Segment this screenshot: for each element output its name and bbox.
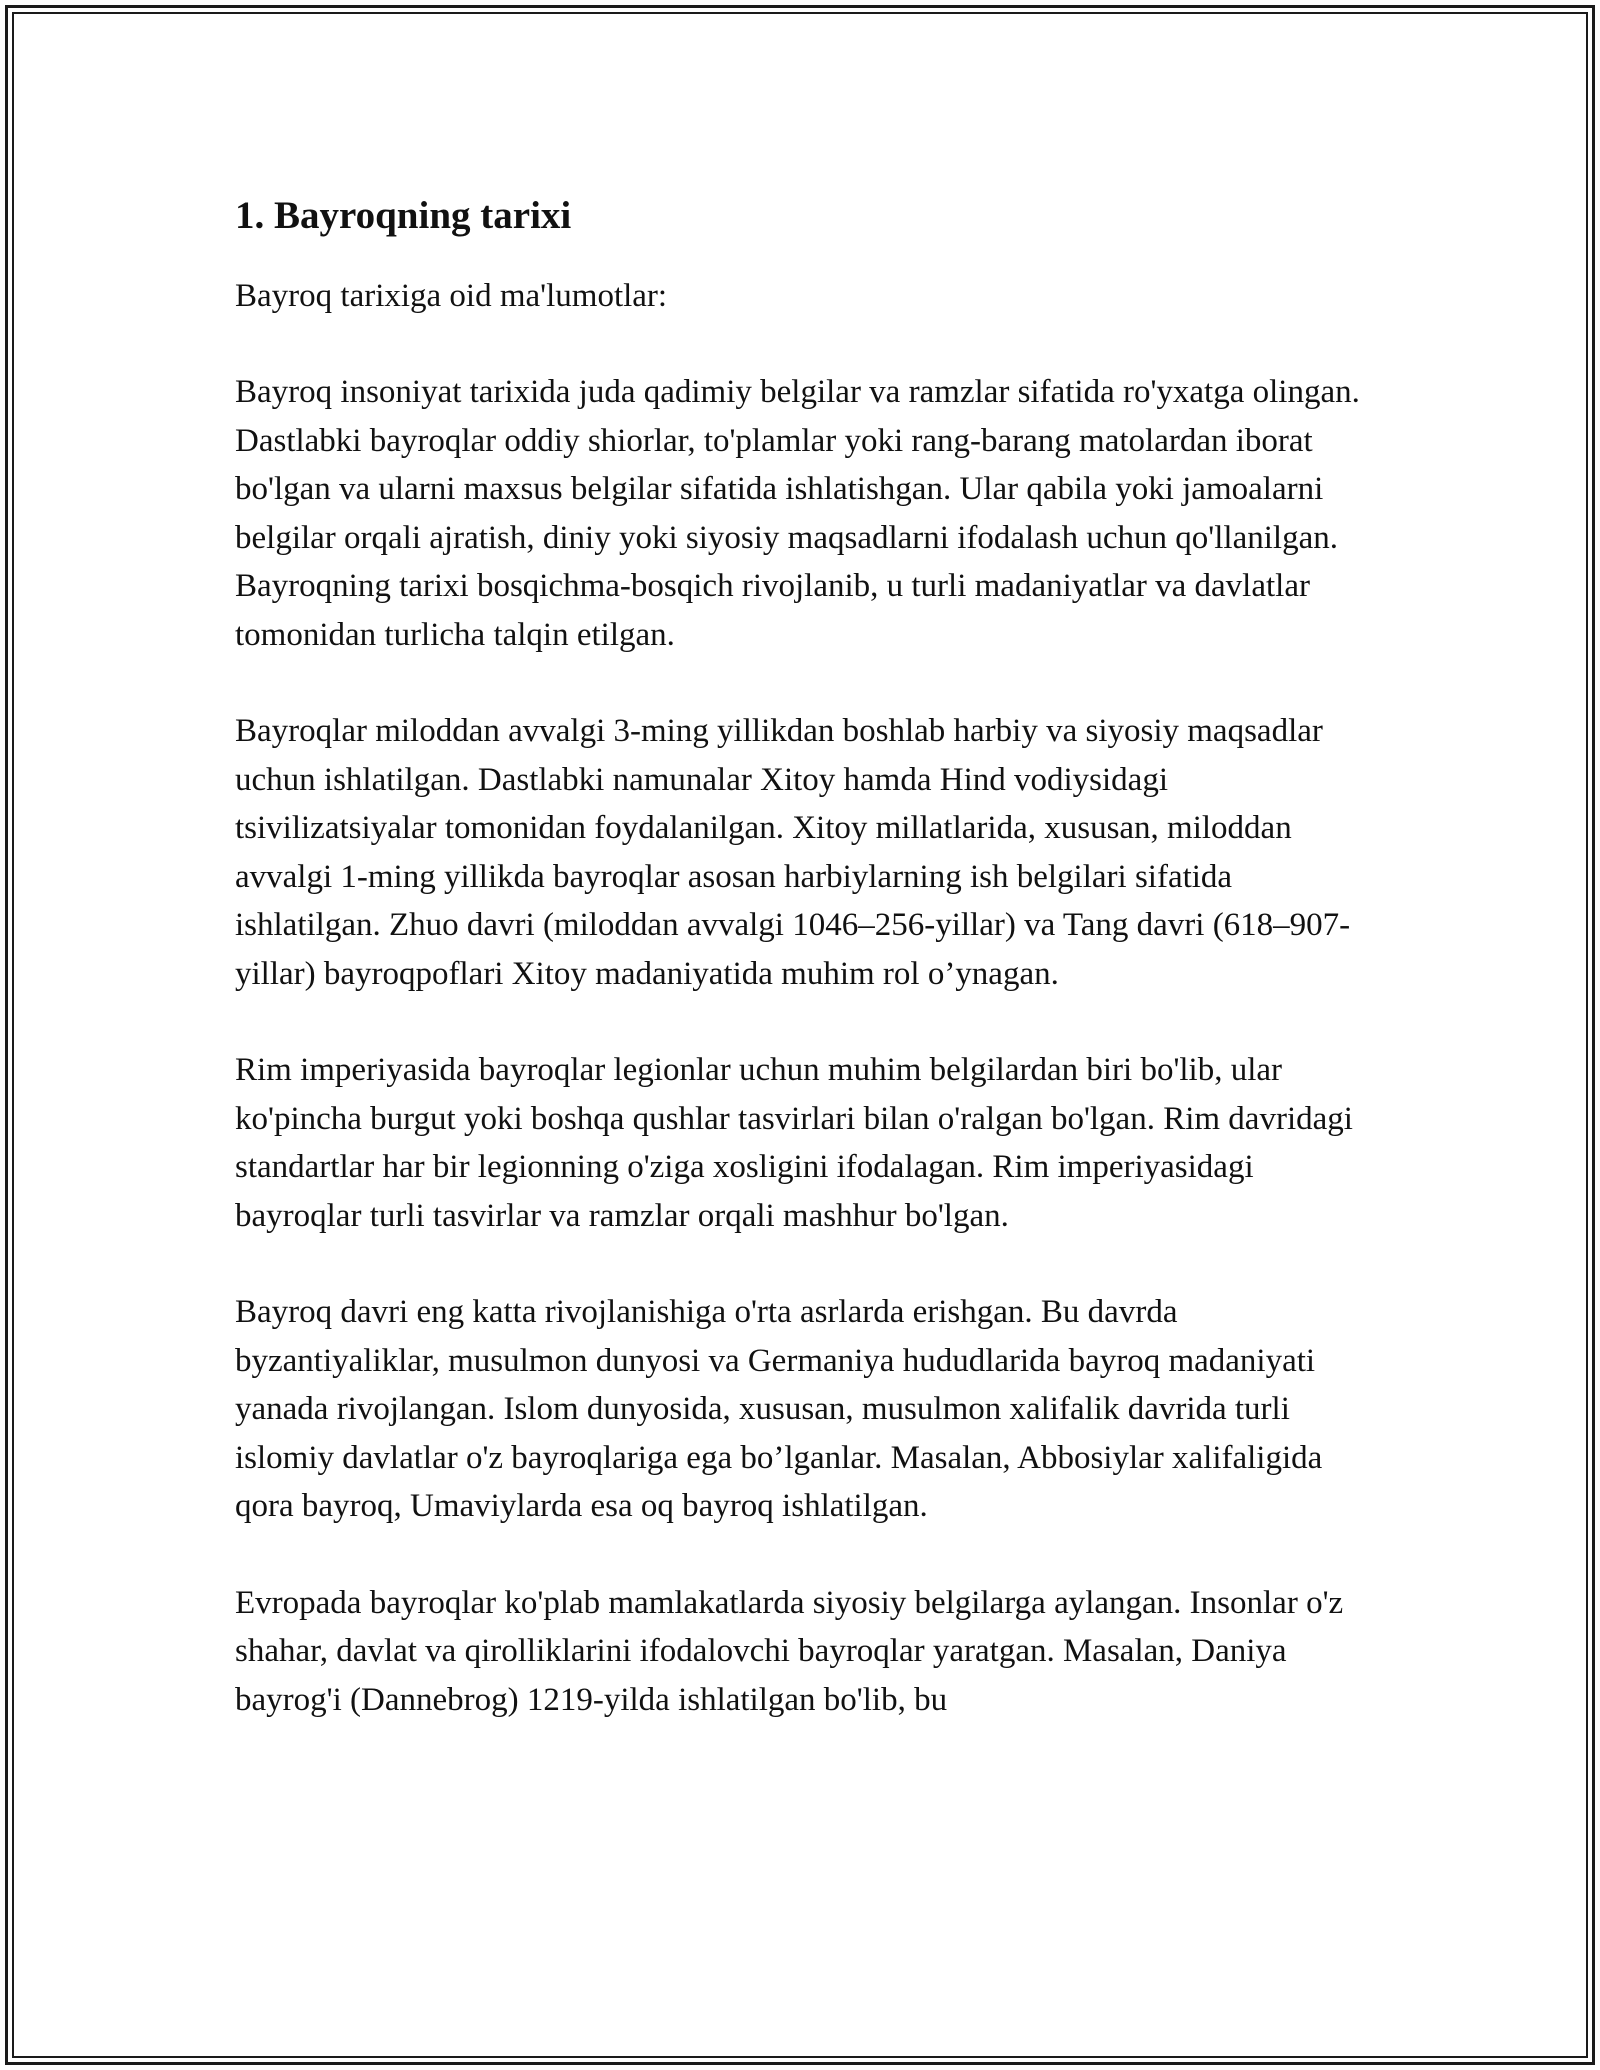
paragraph-4: Bayroq davri eng katta rivojlanishiga o'rta asrlarda erishgan. Bu davrda byzantiyaliklar, musulmon dunyosi va Germaniya hududlarida bayroq madaniyati yanada rivojlangan. Islom dunyosida, xususan, musulmon xalifalik davrida turli islomiy davlatlar o'z bayroqlariga ega bo’lganlar. Masalan, Abbosiylar xalifaligida qora bayroq, Umaviylarda esa oq bayroq ishlatilgan. [235, 1294, 1323, 1524]
intro-line: Bayroq tarixiga oid ma'lumotlar: [235, 278, 668, 314]
paragraph-2: Bayroqlar miloddan avvalgi 3-ming yillikdan boshlab harbiy va siyosiy maqsadlar uchun ishlatilgan. Dastlabki namunalar Xitoy hamda Hind vodiysidagi tsivilizatsiyalar tomonidan foydalanilgan. Xitoy millatlarida, xususan, miloddan avvalgi 1-ming yillikda bayroqlar asosan harbiylarning ish belgilari sifatida ishlatilgan. Zhuo davri (miloddan avvalgi 1046–256-yillar) va Tang davri (618–907-yillar) bayroqpoflari Xitoy madaniyatida muhim rol o’ynagan. [235, 713, 1351, 992]
paragraph-5: Evropada bayroqlar ko'plab mamlakatlarda siyosiy belgilarga aylangan. Insonlar o'z shahar, davlat va qirolliklarini ifodalovchi bayroqlar yaratgan. Masalan, Daniya bayrog'i (Dannebrog) 1219-yilda ishlatilgan bo'lib, bu [235, 1584, 1344, 1718]
paragraph-3: Rim imperiyasida bayroqlar legionlar uchun muhim belgilardan biri bo'lib, ular ko'pincha burgut yoki boshqa qushlar tasvirlari bilan o'ralgan bo'lgan. Rim davridagi standartlar har bir legionning o'ziga xosligini ifodalagan. Rim imperiyasidagi bayroqlar turli tasvirlar va ramzlar orqali mashhur bo'lgan. [235, 1052, 1353, 1234]
section-heading: 1. Bayroqning tarixi [235, 194, 572, 237]
paragraph-1: Bayroq insoniyat tarixida juda qadimiy belgilar va ramzlar sifatida ro'yxatga olingan. Dastlabki bayroqlar oddiy shiorlar, to'plamlar yoki rang-barang matolardan iborat bo'lgan va ularni maxsus belgilar sifatida ishlatishgan. Ular qabila yoki jamoalarni belgilar orqali ajratish, diniy yoki siyosiy maqsadlarni ifodalash uchun qo'llanilgan. Bayroqning tarixi bosqichma-bosqich rivojlanib, u turli madaniyatlar va davlatlar tomonidan turlicha talqin etilgan. [235, 374, 1360, 653]
document-body [235, 188, 1375, 1772]
